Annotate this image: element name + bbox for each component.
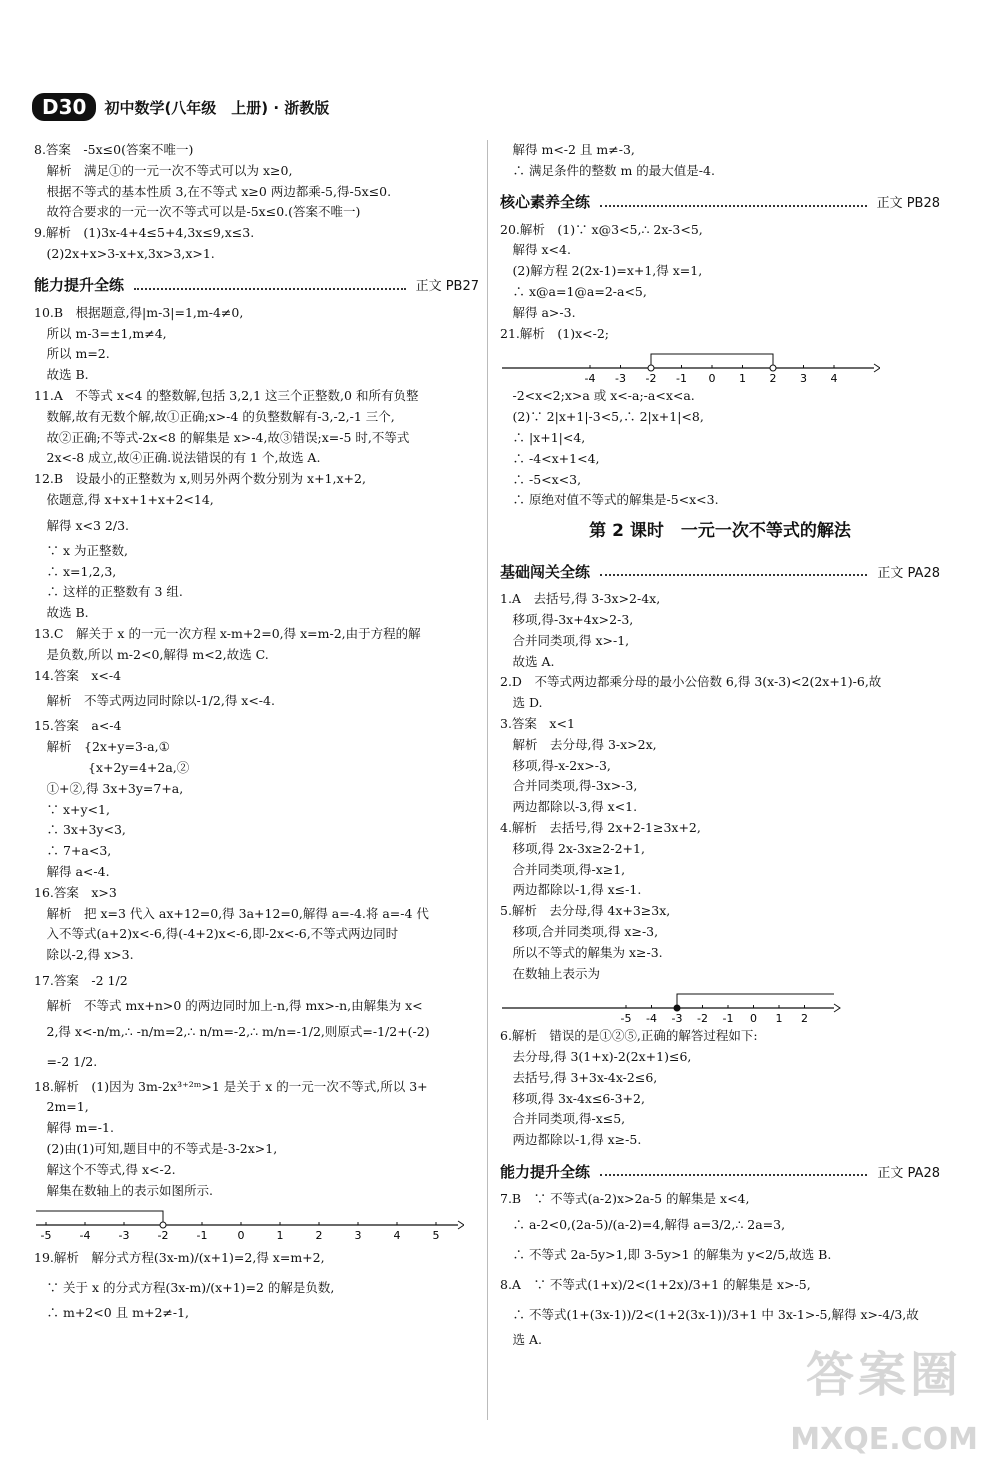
section-heading <box>500 559 940 583</box>
text-line: ∴ 3x+3y<3, <box>34 822 126 838</box>
tick-label: -2 <box>157 1229 169 1243</box>
fraction-line: ∴ 不等式 2a-5y>1,即 3-5y>1 的解集为 y<2/5,故选 B. <box>500 1246 832 1262</box>
text-line: 移项,合并同类项,得 x≥-3, <box>500 923 659 939</box>
text-line: 3.答案 x<1 <box>500 715 575 731</box>
text-line: ∴ -5<x<3, <box>500 471 582 487</box>
text-line: 18.解析 (1)因为 3m-2x³⁺²ᵐ>1 是关于 x 的一元一次不等式,所以 3+ <box>34 1078 428 1094</box>
text-line: 选 D. <box>500 695 543 711</box>
text-line: 解析 把 x=3 代入 ax+12=0,得 3a+12=0,解得 a=-4.将 a=-4 代 <box>34 905 429 921</box>
text-line: 选 A. <box>500 1331 542 1347</box>
text-line: ∵ x+y<1, <box>34 801 110 817</box>
dotted-leader <box>134 288 406 290</box>
tick-label: 5 <box>432 1229 440 1243</box>
tick-label: -1 <box>676 372 687 386</box>
text-line: 依题意,得 x+x+1+x+2<14, <box>34 491 214 507</box>
text-line: 所以 m=2. <box>34 346 110 362</box>
solution-bracket <box>677 994 834 1008</box>
section-heading <box>34 273 479 297</box>
text-line: 根据不等式的基本性质 3,在不等式 x≥0 两边都乘-5,得-5x≤0. <box>34 183 392 199</box>
fraction-line: =-2 1/2. <box>34 1053 98 1069</box>
text-line: ∵ x 为正整数, <box>34 542 128 558</box>
number-line <box>500 344 940 386</box>
tick-label: -4 <box>584 372 596 386</box>
text-line: 合并同类项,得-3x>-3, <box>500 778 638 794</box>
text-line: 是负数,所以 m-2<0,解得 m<2,故选 C. <box>34 646 269 662</box>
text-line: 移项,得-3x+4x>2-3, <box>500 611 634 627</box>
text-line: 合并同类项,得 x>-1, <box>500 632 630 648</box>
text-line: 解这个不等式,得 x<-2. <box>34 1161 176 1177</box>
section-ref: 正文 PB28 <box>876 196 940 212</box>
tick-label: 2 <box>315 1229 323 1243</box>
text-line: 5.解析 去分母,得 4x+3≥3x, <box>500 903 671 919</box>
text-line: ∴ |x+1|<4, <box>500 429 586 445</box>
text-line: 解析 满足①的一元一次不等式可以为 x≥0, <box>34 162 293 178</box>
fraction-line: 解得 x<3 2/3. <box>34 517 130 533</box>
tick-label: 1 <box>739 372 746 386</box>
text-line: 8.答案 -5x≤0(答案不唯一) <box>34 142 194 157</box>
answer-block <box>500 220 940 345</box>
tick-label: -5 <box>620 1012 632 1026</box>
section-ref: 正文 PB27 <box>415 279 479 295</box>
page-number: D30 <box>32 93 96 121</box>
text-line: 解得 a<-4. <box>34 863 110 879</box>
text-line: 10.B 根据题意,得|m-3|=1,m-4≠0, <box>34 304 244 320</box>
page-header <box>32 92 329 122</box>
text-line: 所以 m-3=±1,m≠4, <box>34 325 167 341</box>
text-line: 6.解析 错误的是①②⑤,正确的解答过程如下: <box>500 1028 758 1044</box>
text-line: 去分母,得 3(1+x)-2(2x+1)≤6, <box>500 1049 692 1065</box>
text-line: 故符合要求的一元一次不等式可以是-5x≤0.(答案不唯一) <box>34 204 361 220</box>
tick-label: 3 <box>354 1229 362 1243</box>
text-line: 2x<-8 成立,故④正确.说法错误的有 1 个,故选 A. <box>34 450 321 466</box>
answer-block <box>500 386 940 511</box>
fraction-line: ∵ 关于 x 的分式方程(3x-m)/(x+1)=2 的解是负数, <box>34 1280 335 1296</box>
text-line: 数解,故有无数个解,故①正确;x>-4 的负整数解有-3,-2,-1 三个, <box>34 408 395 424</box>
text-line: ∴ x@a=1@a=2-a<5, <box>500 283 647 299</box>
text-line: 解析 去分母,得 3-x>2x, <box>500 736 657 752</box>
book-title: 初中数学(八年级 上册) · 浙教版 <box>104 98 330 117</box>
text-line: ∴ -4<x+1<4, <box>500 450 600 466</box>
fraction-line: 19.解析 解分式方程(3x-m)/(x+1)=2,得 x=m+2, <box>34 1250 325 1266</box>
answer-block <box>500 1189 940 1210</box>
text-line: ∴ x=1,2,3, <box>34 563 117 579</box>
tick-label: -5 <box>40 1229 52 1243</box>
text-line: 所以不等式的解集为 x≥-3. <box>500 944 663 960</box>
open-point <box>160 1222 166 1228</box>
tick-label: 0 <box>237 1229 245 1243</box>
right-column <box>500 140 940 1351</box>
text-line: 故选 B. <box>34 605 89 621</box>
fraction-line: 8.A ∵ 不等式(1+x)/2<(1+2x)/3+1 的解集是 x>-5, <box>500 1276 811 1292</box>
text-line: 2.D 不等式两边都乘分母的最小公倍数 6,得 3(x-3)<2(2x+1)-6,故 <box>500 674 882 690</box>
text-line: {x+2y=4+2a,② <box>34 759 190 775</box>
tick-label: 3 <box>800 372 807 386</box>
tick-label: -1 <box>722 1012 734 1026</box>
text-line: 15.答案 a<-4 <box>34 718 122 734</box>
answer-block <box>34 140 479 265</box>
text-line: 去括号,得 3+3x-4x-2≤6, <box>500 1069 658 1085</box>
text-line: 移项,得 2x-3x≥2-2+1, <box>500 840 645 856</box>
text-line: 故②正确;不等式-2x<8 的解集是 x>-4,故③错误;x=-5 时,不等式 <box>34 429 410 445</box>
text-line: 两边都除以-1,得 x≤-1. <box>500 882 642 898</box>
tick-label: -4 <box>79 1229 91 1243</box>
number-line-svg <box>34 1201 464 1243</box>
tick-label: -3 <box>615 372 626 386</box>
text-line: 21.解析 (1)x<-2; <box>500 325 609 341</box>
axis-arrow <box>458 1221 464 1229</box>
dotted-leader <box>600 205 867 207</box>
tick-label: -2 <box>645 372 657 386</box>
text-line: 2m=1, <box>34 1099 89 1115</box>
text-line: 解得 x<4. <box>500 242 571 258</box>
text-line: 除以-2,得 x>3. <box>34 947 134 963</box>
answer-block <box>500 140 940 182</box>
fraction-line: 17.答案 -2 1/2 <box>34 972 128 988</box>
text-line: 解析 {2x+y=3-a,① <box>34 739 170 755</box>
text-line: ∴ m+2<0 且 m+2≠-1, <box>34 1305 190 1321</box>
tick-label: -3 <box>671 1012 683 1026</box>
tick-label: 4 <box>393 1229 401 1243</box>
tick-label: 2 <box>769 372 777 386</box>
text-line: 合并同类项,得-x≤5, <box>500 1111 626 1127</box>
tick-label: -3 <box>118 1229 130 1243</box>
answer-block <box>500 1026 940 1151</box>
dotted-leader <box>600 1174 867 1176</box>
section-title: 核心素养全练 <box>500 193 591 212</box>
text-line: (2)2x+x>3-x+x,3x>3,x>1. <box>34 245 215 261</box>
open-point <box>648 365 654 371</box>
left-column <box>34 140 479 1324</box>
section-heading <box>500 1159 940 1183</box>
text-line: ∴ 原绝对值不等式的解集是-5<x<3. <box>500 492 719 508</box>
axis-arrow <box>834 1004 840 1012</box>
text-line: 移项,得 3x-4x≤6-3+2, <box>500 1090 645 1106</box>
text-line: 12.B 设最小的正整数为 x,则另外两个数分别为 x+1,x+2, <box>34 471 366 487</box>
tick-label: 0 <box>750 1012 757 1026</box>
text-line: 解得 m<-2 且 m≠-3, <box>500 142 635 157</box>
text-line: ∴ 7+a<3, <box>34 843 112 859</box>
text-line: ∴ 这样的正整数有 3 组. <box>34 584 183 600</box>
number-line-svg <box>500 344 880 386</box>
text-line: -2<x<2;x>a 或 x<-a;-a<x<a. <box>500 388 695 404</box>
tick-label: 4 <box>830 372 838 386</box>
answer-block <box>34 303 479 511</box>
tick-label: 0 <box>708 372 716 386</box>
text-line: 16.答案 x>3 <box>34 884 117 900</box>
text-line: 13.C 解关于 x 的一元一次方程 x-m+2=0,得 x=m-2,由于方程的解 <box>34 625 421 641</box>
text-line: 11.A 不等式 x<4 的整数解,包括 3,2,1 这三个正整数,0 和所有负整 <box>34 387 419 403</box>
section-title: 能力提升全练 <box>34 276 125 295</box>
text-line: 入不等式(a+2)x<-6,得(-4+2)x<-6,即-2x<-6,不等式两边同时 <box>34 926 399 942</box>
answer-block <box>34 716 479 966</box>
text-line: 解得 a>-3. <box>500 304 576 320</box>
text-line: (2)解方程 2(2x-1)=x+1,得 x=1, <box>500 263 703 279</box>
section-ref: 正文 PA28 <box>877 565 940 581</box>
tick-label: 1 <box>775 1012 783 1026</box>
fraction-line: 解析 不等式两边同时除以-1/2,得 x<-4. <box>34 693 275 709</box>
fraction-line: ∴ a-2<0,(2a-5)/(a-2)=4,解得 a=3/2,∴ 2a=3, <box>500 1216 786 1232</box>
text-line: 解析 不等式 mx+n>0 的两边同时加上-n,得 mx>-n,由解集为 x< <box>34 997 423 1013</box>
tick-label: -1 <box>196 1229 208 1243</box>
column-divider <box>487 140 488 1420</box>
text-line: 20.解析 (1)∵ x@3<5,∴ 2x-3<5, <box>500 221 703 237</box>
text-line: ①+②,得 3x+3y=7+a, <box>34 780 184 796</box>
answer-block <box>34 1077 479 1202</box>
axis-arrow <box>874 364 880 372</box>
section-heading <box>500 190 940 214</box>
text-line: 7.B ∵ 不等式(a-2)x>2a-5 的解集是 x<4, <box>500 1191 750 1207</box>
text-line: 解集在数轴上的表示如图所示. <box>34 1182 213 1198</box>
number-line <box>34 1201 479 1243</box>
solution-bracket <box>36 1211 163 1225</box>
text-line: (2)∵ 2|x+1|-3<5,∴ 2|x+1|<8, <box>500 409 704 425</box>
text-line: 9.解析 (1)3x-4+4≤5+4,3x≤9,x≤3. <box>34 225 255 241</box>
tick-label: 1 <box>276 1229 284 1243</box>
answer-block <box>34 541 479 687</box>
fraction-line: ∴ 不等式(1+(3x-1))/2<(1+2(3x-1))/3+1 中 3x-1>-5,解得 x>-4/3,故 <box>500 1306 919 1322</box>
text-line: 合并同类项,得-x≥1, <box>500 861 626 877</box>
closed-point <box>674 1005 680 1011</box>
text-line: 故选 B. <box>34 367 89 383</box>
number-line <box>500 984 940 1026</box>
section-ref: 正文 PA28 <box>877 1165 940 1181</box>
text-line: 在数轴上表示为 <box>500 965 601 981</box>
section-title: 能力提升全练 <box>500 1162 591 1181</box>
answer-block <box>34 996 479 1017</box>
text-line: ∴ 满足条件的整数 m 的最大值是-4. <box>500 162 715 178</box>
text-line: 移项,得-x-2x>-3, <box>500 757 611 773</box>
fraction-line: 2,得 x<-n/m,∴ -n/m=2,∴ n/m=-2,∴ m/n=-1/2,则原式=-1/2+(-2) <box>34 1023 430 1039</box>
lesson-title: 第 2 课时 一元一次不等式的解法 <box>589 521 851 542</box>
answer-block <box>34 1303 479 1324</box>
tick-label: -4 <box>646 1012 657 1026</box>
text-line: 故选 A. <box>500 653 555 669</box>
text-line: (2)由(1)可知,题目中的不等式是-3-2x>1, <box>34 1141 278 1157</box>
section-title: 基础闯关全练 <box>500 562 591 581</box>
tick-label: 2 <box>801 1012 808 1026</box>
text-line: 4.解析 去括号,得 2x+2-1≥3x+2, <box>500 819 701 835</box>
text-line: 两边都除以-1,得 x≥-5. <box>500 1132 642 1148</box>
open-point <box>770 365 776 371</box>
watermark-logo: 答案圈 <box>805 1347 962 1403</box>
watermark-url: MXQE.COM <box>790 1422 978 1457</box>
text-line: 两边都除以-3,得 x<1. <box>500 799 638 815</box>
tick-label: -2 <box>697 1012 708 1026</box>
dotted-leader <box>600 574 867 576</box>
number-line-svg <box>500 984 880 1026</box>
text-line: 14.答案 x<-4 <box>34 667 122 683</box>
text-line: 解得 m=-1. <box>34 1120 114 1136</box>
answer-block <box>500 589 940 984</box>
text-line: 1.A 去括号,得 3-3x>2-4x, <box>500 591 661 607</box>
